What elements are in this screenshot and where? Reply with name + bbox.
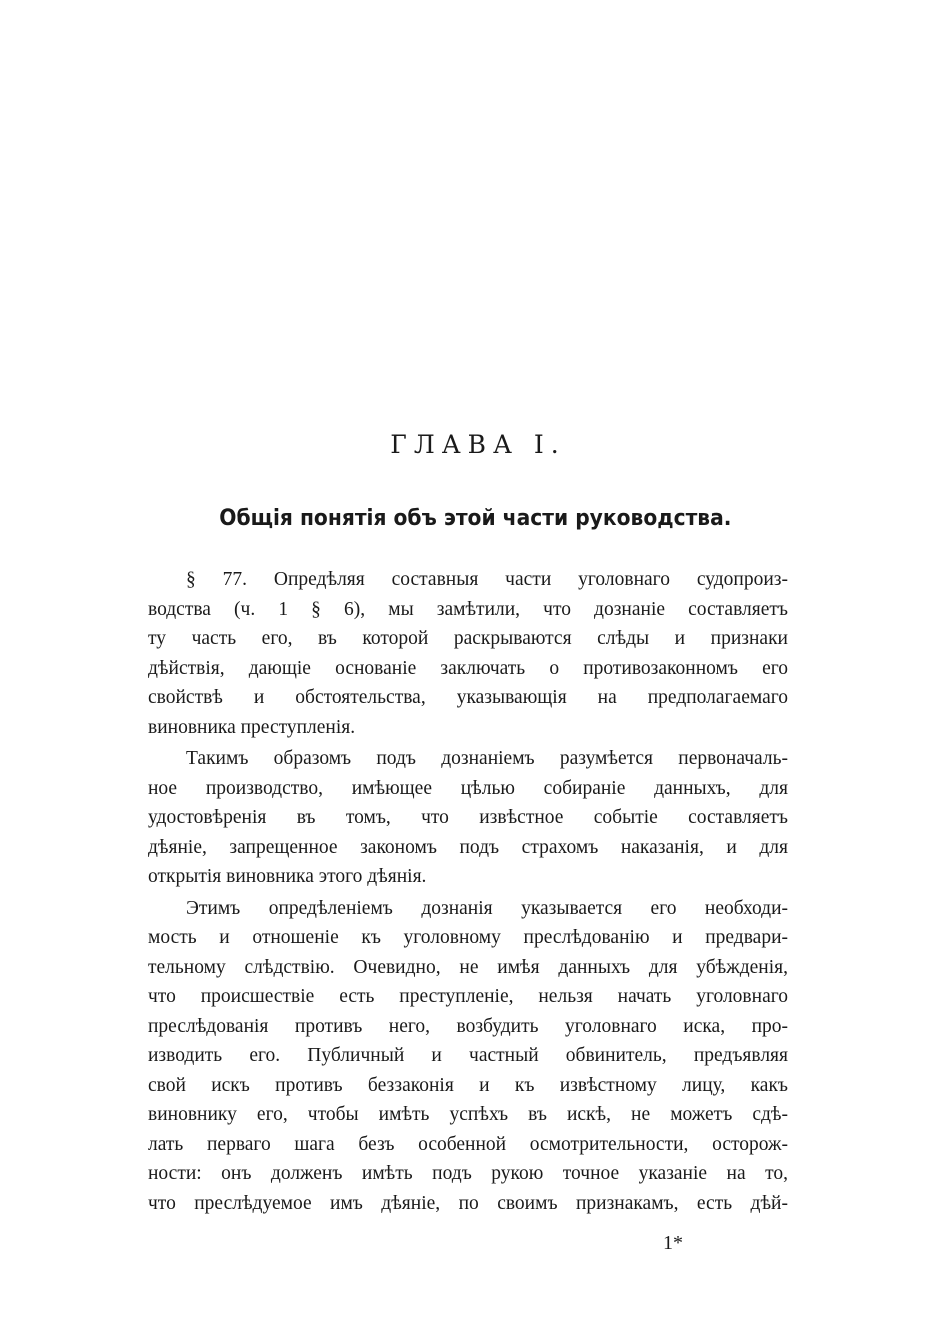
text-line: свойствѣ и обстоятельства, указывающія на предполагаемаго [148,687,788,708]
paragraph-necessity [148,894,788,1219]
text-line: Этимъ опредѣленіемъ дознанія указывается его необходи- [186,897,788,919]
text-line: лать перваго шага безъ особенной осмотрительности, осторож- [148,1133,788,1155]
text-line: изводить его. Публичный и частный обвинитель, предъявляя [148,1045,788,1066]
text-line: виновнику его, чтобы имѣть успѣхъ въ искѣ, не можетъ сдѣ- [148,1104,788,1125]
text-line: ту часть его, въ которой раскрываются слѣды и признаки [148,628,788,649]
text-line: что происшествіе есть преступленіе, нельзя начать уголовнаго [148,986,788,1007]
page-number: 1* [663,1232,683,1254]
text-line: дѣяніе, запрещенное закономъ подъ страхомъ наказанія, и для [148,836,788,858]
text-line: ности: онъ долженъ имѣть подъ рукою точное указаніе на то, [148,1163,788,1184]
body-text [148,565,788,1218]
text-line: водства (ч. 1 § 6), мы замѣтили, что дознаніе составляетъ [148,598,788,620]
text-line: свой искъ противъ беззаконія и къ извѣстному лицу, какъ [148,1074,788,1096]
paragraph-77 [148,565,788,742]
text-line: преслѣдованія противъ него, возбудить уголовнаго иска, про- [148,1015,788,1037]
text-line: удостовѣренія въ томъ, что извѣстное событіе составляетъ [148,807,788,828]
text-line: Такимъ образомъ подъ дознаніемъ разумѣется первоначаль- [186,748,788,769]
text-line: § 77. Опредѣляя составныя части уголовнаго судопроиз- [186,569,788,590]
chapter-title: Общія понятія объ этой части руководства. [219,506,732,531]
paragraph-definition [148,744,788,892]
text-line: что преслѣдуемое имъ дѣяніе, по своимъ признакамъ, есть дѣй- [148,1192,788,1214]
text-line: дѣйствія, дающіе основаніе заключать о противозаконномъ его [148,657,788,679]
text-line: мость и отношеніе къ уголовному преслѣдованію и предвари- [148,927,788,948]
text-line: открытія виновника этого дѣянія. [148,866,427,887]
chapter-heading: ГЛАВА I. [390,430,566,459]
text-line: тельному слѣдствію. Очевидно, не имѣя данныхъ для убѣжденія, [148,956,788,978]
text-line: ное производство, имѣющее цѣлью собираніе данныхъ, для [148,777,788,799]
text-line: виновника преступленія. [148,716,356,738]
